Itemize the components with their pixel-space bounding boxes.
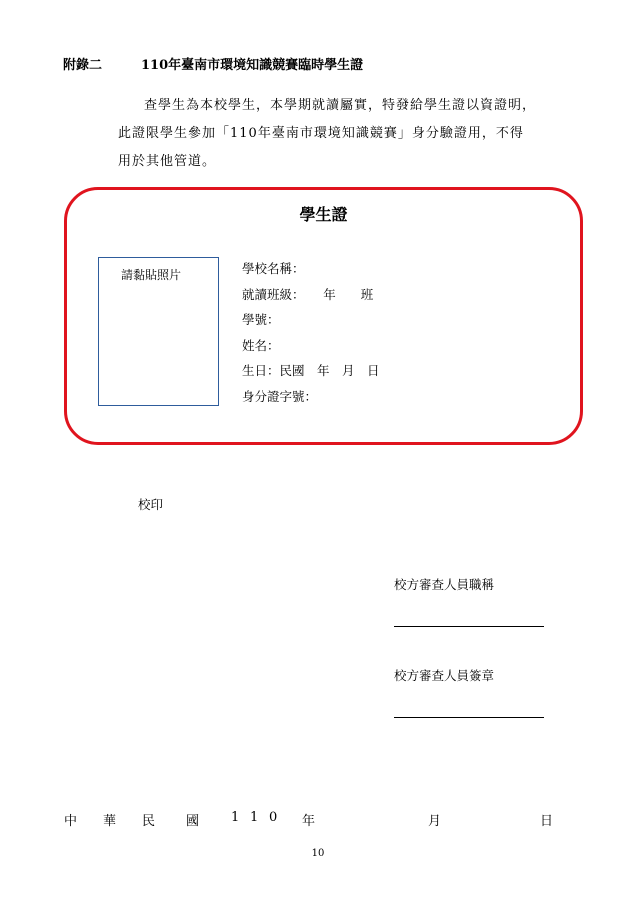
- field-class: 就讀班級： 年 班: [242, 286, 374, 302]
- heading-title: 110年臺南市環境知識競賽臨時學生證: [141, 58, 364, 73]
- date-char-zhong: 中: [64, 814, 78, 829]
- date-char-nian: 年: [302, 814, 316, 829]
- field-student-number: 學號：: [242, 312, 280, 327]
- field-school-name: 學校名稱：: [242, 261, 305, 276]
- statement-paragraph: [118, 92, 536, 176]
- photo-box: [98, 257, 219, 406]
- card-fields: [242, 256, 380, 409]
- annex-label: 附錄二: [63, 58, 103, 73]
- statement-line-1: 查學生為本校學生，本學期就讀屬實，特發給學生證以資證明，: [144, 98, 537, 113]
- date-char-min: 民: [142, 814, 156, 829]
- photo-label: 請黏貼照片: [121, 268, 182, 282]
- date-digit-2: 1: [250, 810, 259, 825]
- school-seal-label: 校印: [138, 497, 164, 512]
- date-char-ri: 日: [540, 814, 554, 829]
- field-birthday: 生日：民國 年 月 日: [242, 363, 380, 378]
- field-name: 姓名：: [242, 337, 280, 353]
- date-digit-1: 1: [231, 810, 240, 825]
- reviewer-signature-line: [394, 717, 544, 718]
- reviewer-title-label: 校方審查人員職稱: [394, 577, 495, 592]
- statement-line-3: 用於其他管道。: [118, 154, 217, 169]
- date-char-hua: 華: [103, 814, 117, 829]
- field-id-number: 身分證字號：: [242, 388, 318, 404]
- student-id-card: [64, 187, 583, 445]
- date-digit-3: 0: [269, 810, 278, 825]
- date-char-yue: 月: [428, 814, 442, 829]
- card-title: 學生證: [299, 205, 348, 224]
- reviewer-signature-label: 校方審查人員簽章: [394, 668, 495, 683]
- page-number: 10: [311, 848, 325, 859]
- document-heading: [63, 54, 363, 73]
- reviewer-title-line: [394, 626, 544, 627]
- date-char-guo: 國: [186, 814, 200, 829]
- statement-line-2: 此證限學生參加「110年臺南市環境知識競賽」身分驗證用，不得: [118, 126, 524, 141]
